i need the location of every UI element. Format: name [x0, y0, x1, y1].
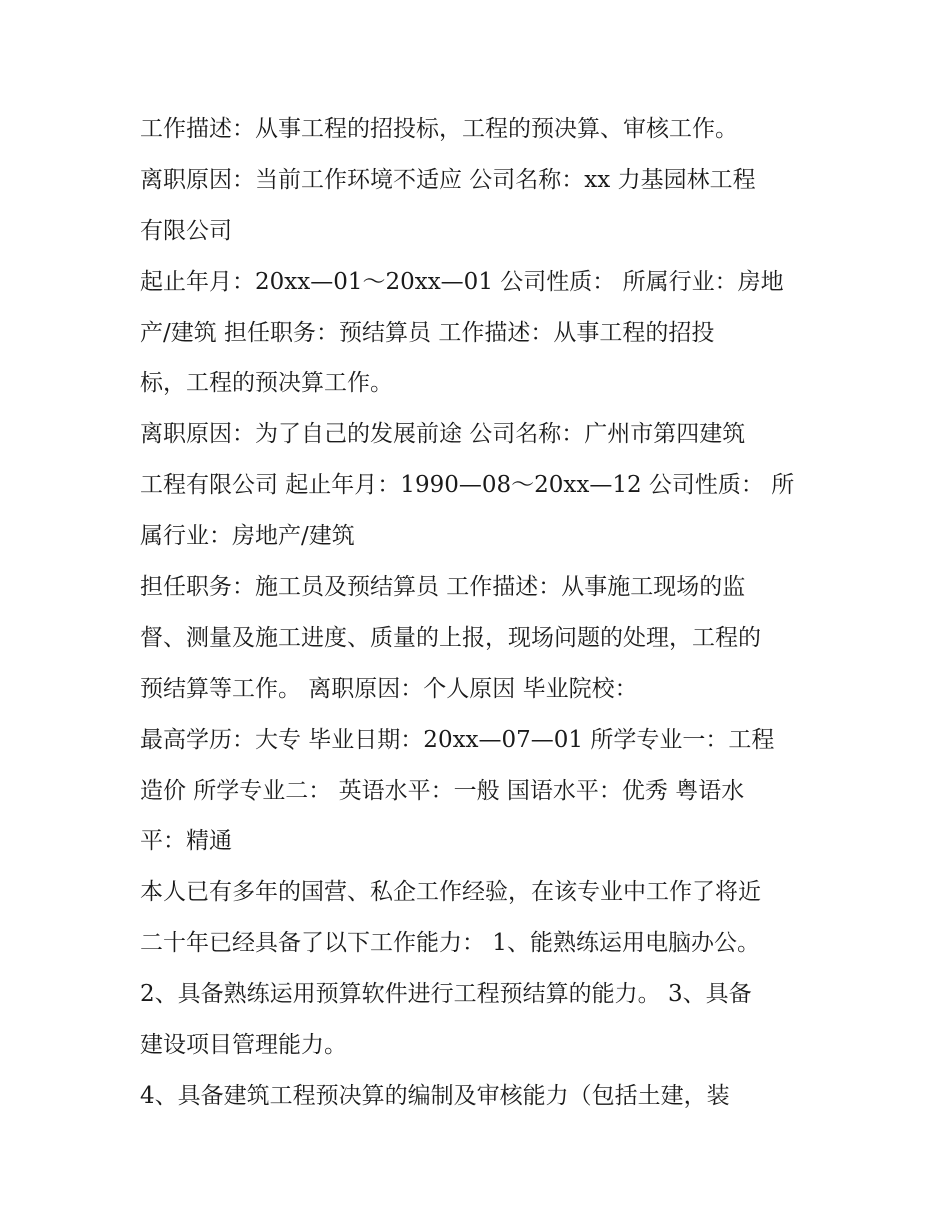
- text-line: 4、具备建筑工程预决算的编制及审核能力（包括土建，装: [140, 1082, 730, 1109]
- text-line: 离职原因：为了自己的发展前途 公司名称：广州市第四建筑: [140, 421, 746, 448]
- text-line: 最高学历：大专 毕业日期：20xx—07—01 所学专业一：工程: [140, 726, 775, 753]
- text-line: 离职原因：当前工作环境不适应 公司名称：xx 力基园林工程: [140, 166, 756, 193]
- text-line: 担任职务：施工员及预结算员 工作描述：从事施工现场的监: [140, 574, 746, 601]
- text-line: 有限公司: [140, 217, 232, 244]
- text-line: 造价 所学专业二： 英语水平：一般 国语水平：优秀 粤语水: [140, 777, 745, 804]
- text-line: 产/建筑 担任职务：预结算员 工作描述：从事工程的招投: [140, 319, 715, 346]
- text-line: 二十年已经具备了以下工作能力： 1、能熟练运用电脑办公。: [140, 930, 760, 957]
- text-line: 平：精通: [140, 828, 232, 855]
- resume-text-block: [140, 104, 830, 1122]
- text-line: 预结算等工作。 离职原因：个人原因 毕业院校：: [140, 675, 638, 702]
- text-line: 建设项目管理能力。: [140, 1032, 347, 1059]
- text-line: 起止年月：20xx—01～20xx—01 公司性质： 所属行业：房地: [140, 268, 784, 295]
- text-line: 标，工程的预决算工作。: [140, 370, 393, 397]
- text-line: 工作描述：从事工程的招投标，工程的预决算、审核工作。: [140, 116, 738, 142]
- text-line: 本人已有多年的国营、私企工作经验，在该专业中工作了将近: [140, 879, 761, 906]
- text-line: 督、测量及施工进度、质量的上报，现场问题的处理，工程的: [140, 624, 761, 651]
- text-line: 工程有限公司 起止年月：1990—08～20xx—12 公司性质： 所: [140, 472, 795, 499]
- text-line: 2、具备熟练运用预算软件进行工程预结算的能力。 3、具备: [140, 981, 752, 1008]
- text-line: 属行业：房地产/建筑: [140, 523, 355, 550]
